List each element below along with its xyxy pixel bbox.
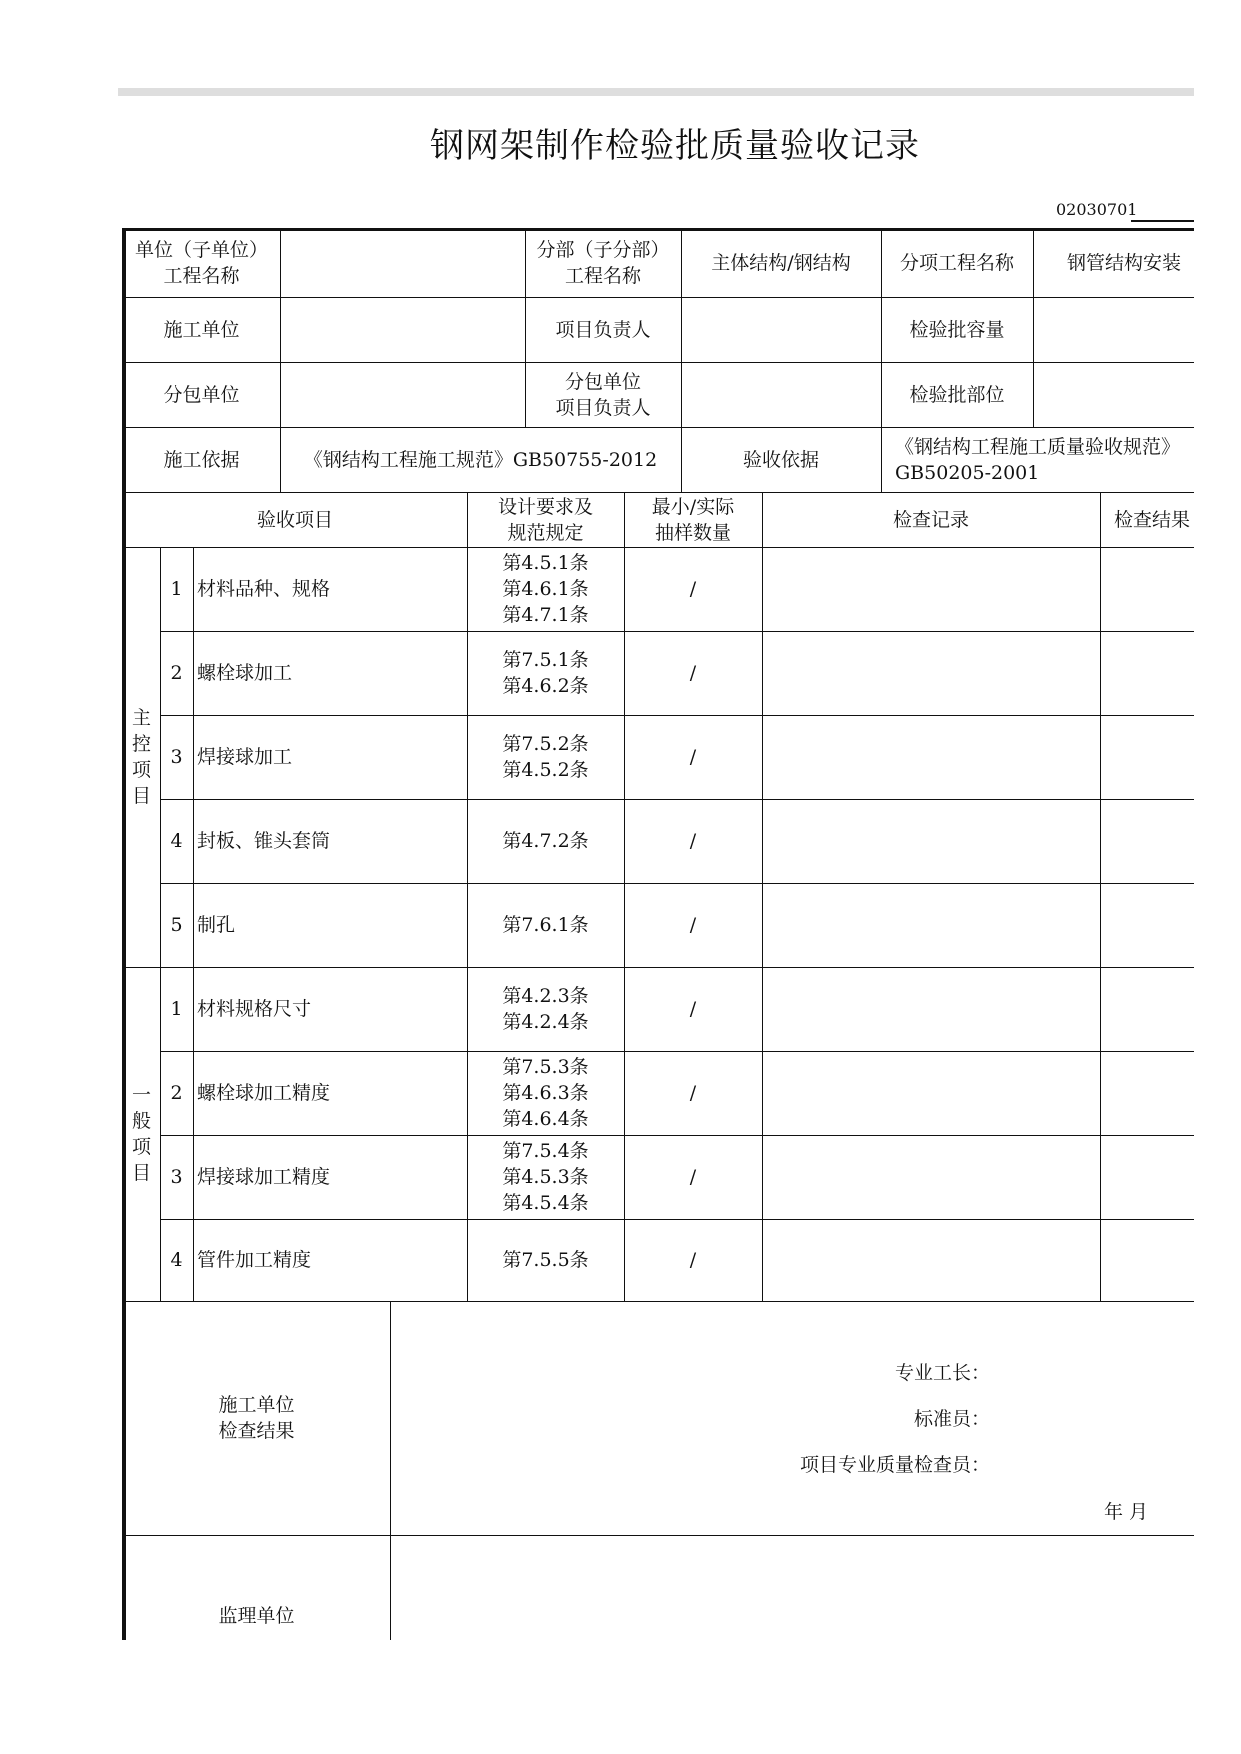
subitem-name-value[interactable]: 钢管结构安装	[1067, 251, 1182, 274]
main-control-inspection-result[interactable]	[1100, 631, 1194, 715]
standards-officer-signature-label: 标准员：	[913, 1408, 990, 1430]
division-name-label: 分部（子分部） 工程名称	[536, 238, 670, 287]
main-control-row-number: 4	[170, 830, 183, 852]
main-control-row-number: 3	[170, 746, 183, 768]
general-sample-quantity[interactable]: /	[689, 1082, 697, 1104]
main-control-sample-quantity[interactable]: /	[689, 746, 697, 768]
general-design-clause: 第7.5.5条	[502, 1249, 589, 1271]
main-control-inspection-record[interactable]	[762, 631, 1100, 715]
subcontractor-pm-label: 分包单位 项目负责人	[555, 370, 651, 419]
main-control-sample-quantity[interactable]: /	[689, 662, 697, 684]
general-item-name: 螺栓球加工精度	[197, 1082, 331, 1104]
project-manager-label: 项目负责人	[555, 318, 651, 341]
main-control-sample-quantity[interactable]: /	[689, 830, 697, 852]
subitem-name-label: 分项工程名称	[899, 251, 1014, 274]
main-control-design-clause: 第4.5.1条 第4.6.1条 第4.7.1条	[502, 552, 589, 626]
column-header-item: 验收项目	[256, 508, 333, 531]
main-control-item-name: 螺栓球加工	[197, 662, 293, 684]
general-inspection-result[interactable]	[1100, 1051, 1194, 1135]
main-control-inspection-record[interactable]	[762, 883, 1100, 967]
division-name-value[interactable]: 主体结构/钢结构	[711, 251, 851, 274]
general-design-clause: 第4.2.3条 第4.2.4条	[502, 985, 589, 1033]
general-row-number: 3	[170, 1166, 183, 1188]
column-header-result: 检查结果	[1114, 508, 1191, 531]
unit-name-label: 单位（子单位） 工程名称	[134, 238, 268, 287]
supervisor-opinion-area[interactable]	[390, 1535, 1194, 1640]
main-control-row-number: 1	[170, 578, 183, 600]
main-control-inspection-result[interactable]	[1100, 715, 1194, 799]
general-sample-quantity[interactable]: /	[689, 998, 697, 1020]
subcontractor-label: 分包单位	[163, 383, 240, 406]
main-control-item-name: 制孔	[197, 914, 236, 936]
column-header-design: 设计要求及 规范规定	[497, 495, 593, 544]
main-control-row-number: 5	[170, 914, 183, 936]
acceptance-basis-label: 验收依据	[742, 448, 819, 471]
main-control-inspection-result[interactable]	[1100, 883, 1194, 967]
batch-location-label: 检验批部位	[909, 383, 1005, 406]
unit-name-value[interactable]	[280, 228, 525, 297]
batch-location-value[interactable]	[1033, 362, 1194, 427]
main-control-inspection-record[interactable]	[762, 715, 1100, 799]
main-control-inspection-record[interactable]	[762, 547, 1100, 631]
general-item-name: 材料规格尺寸	[197, 998, 312, 1020]
main-control-sample-quantity[interactable]: /	[689, 914, 697, 936]
general-item-name: 管件加工精度	[197, 1249, 312, 1271]
main-control-design-clause: 第7.5.1条 第4.6.2条	[502, 649, 589, 697]
general-sample-quantity[interactable]: /	[689, 1166, 697, 1188]
foreman-signature-label: 专业工长：	[894, 1362, 990, 1384]
contractor-check-label: 施工单位 检查结果	[218, 1394, 295, 1442]
general-row-number: 1	[170, 998, 183, 1020]
batch-capacity-label: 检验批容量	[909, 318, 1005, 341]
contractor-label: 施工单位	[163, 318, 240, 341]
general-row-number: 4	[170, 1249, 183, 1271]
main-control-item-name: 封板、锥头套筒	[197, 830, 331, 852]
general-group-label: 一 般 项 目	[131, 1084, 151, 1184]
subcontractor-pm-value[interactable]	[681, 362, 881, 427]
general-inspection-record[interactable]	[762, 1051, 1100, 1135]
general-inspection-record[interactable]	[762, 967, 1100, 1051]
form-code: 02030701	[1056, 200, 1138, 219]
batch-capacity-value[interactable]	[1033, 297, 1194, 362]
main-control-design-clause: 第7.5.2条 第4.5.2条	[502, 733, 589, 781]
main-control-inspection-result[interactable]	[1100, 547, 1194, 631]
general-inspection-result[interactable]	[1100, 1219, 1194, 1301]
main-control-item-name: 材料品种、规格	[197, 578, 331, 600]
contractor-check-date: 年 月	[1104, 1501, 1149, 1523]
general-design-clause: 第7.5.4条 第4.5.3条 第4.5.4条	[502, 1140, 589, 1214]
main-control-design-clause: 第7.6.1条	[502, 914, 589, 936]
general-inspection-result[interactable]	[1100, 1135, 1194, 1219]
general-inspection-record[interactable]	[762, 1219, 1100, 1301]
general-inspection-record[interactable]	[762, 1135, 1100, 1219]
contractor-value[interactable]	[280, 297, 525, 362]
project-manager-value[interactable]	[681, 297, 881, 362]
supervisor-unit-label: 监理单位	[218, 1605, 295, 1627]
construction-basis-value[interactable]: 《钢结构工程施工规范》GB50755-2012	[303, 448, 658, 471]
general-sample-quantity[interactable]: /	[689, 1249, 697, 1271]
construction-basis-label: 施工依据	[163, 448, 240, 471]
general-inspection-result[interactable]	[1100, 967, 1194, 1051]
general-design-clause: 第7.5.3条 第4.6.3条 第4.6.4条	[502, 1056, 589, 1130]
general-row-number: 2	[170, 1082, 183, 1104]
column-header-sample: 最小/实际 抽样数量	[651, 495, 735, 544]
main-control-inspection-result[interactable]	[1100, 799, 1194, 883]
general-item-name: 焊接球加工精度	[197, 1166, 331, 1188]
main-control-inspection-record[interactable]	[762, 799, 1100, 883]
page-title: 钢网架制作检验批质量验收记录	[430, 126, 920, 166]
acceptance-basis-value[interactable]: 《钢结构工程施工质量验收规范》 GB50205-2001	[895, 435, 1181, 484]
subcontractor-value[interactable]	[280, 362, 525, 427]
main-control-sample-quantity[interactable]: /	[689, 578, 697, 600]
column-header-record: 检查记录	[892, 508, 969, 531]
main-control-row-number: 2	[170, 662, 183, 684]
quality-inspector-signature-label: 项目专业质量检查员：	[799, 1454, 990, 1476]
main-control-group-label: 主 控 项 目	[131, 707, 151, 807]
main-control-design-clause: 第4.7.2条	[502, 830, 589, 852]
main-control-item-name: 焊接球加工	[197, 746, 293, 768]
